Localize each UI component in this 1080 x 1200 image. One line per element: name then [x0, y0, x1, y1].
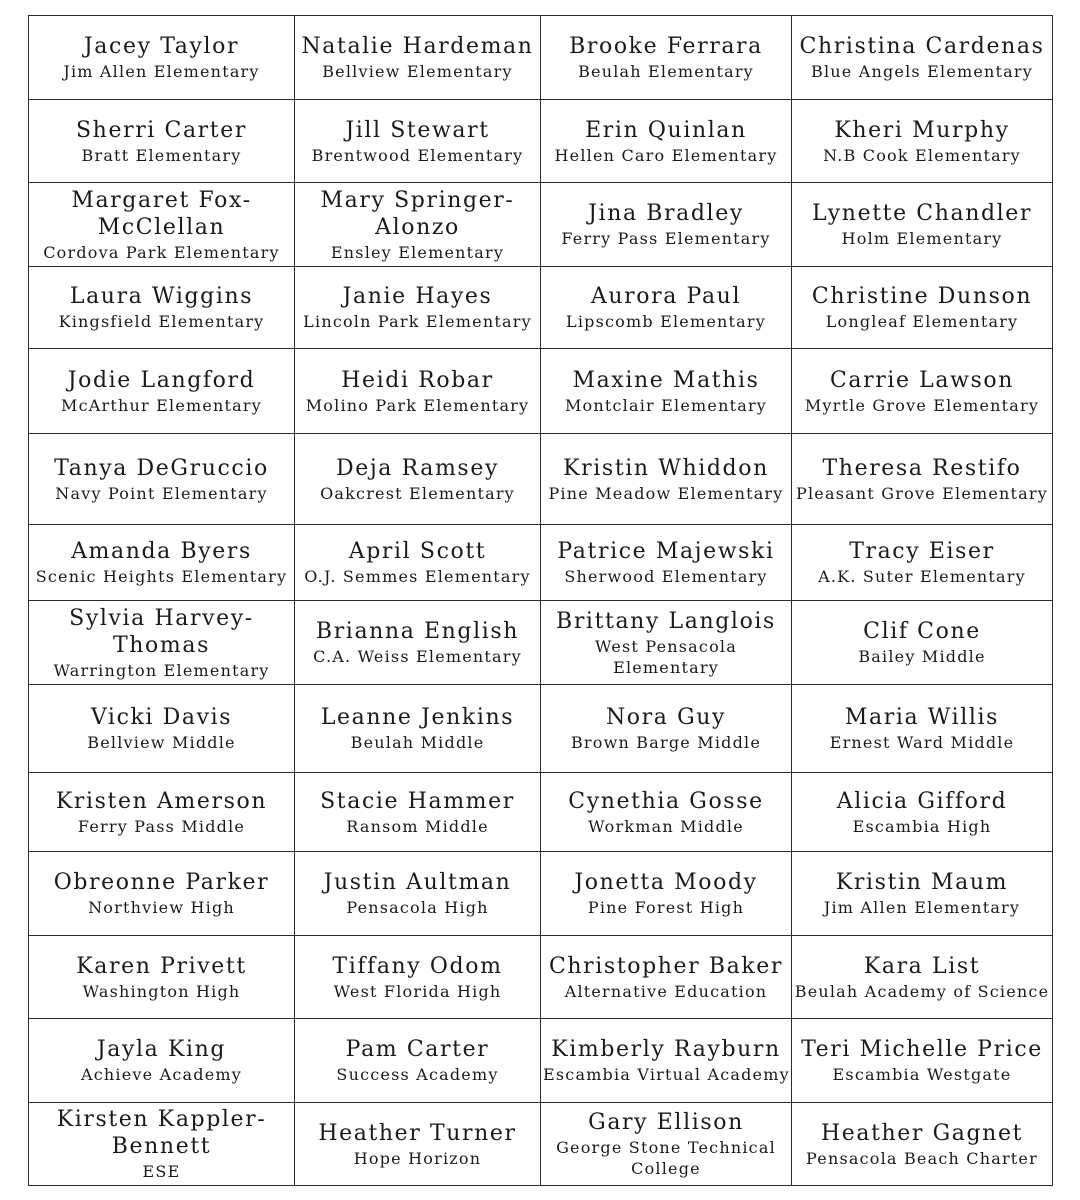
contact-cell	[29, 183, 295, 267]
contact-cell	[541, 852, 792, 936]
school-name: Hellen Caro Elementary	[554, 145, 778, 165]
school-name: Bratt Elementary	[81, 145, 242, 165]
contact-name: Nora Guy	[605, 705, 727, 730]
contact-cell	[29, 16, 295, 100]
school-name: Ferry Pass Middle	[77, 816, 246, 836]
school-name: Success Academy	[336, 1065, 499, 1084]
school-name: Pine Meadow Elementary	[548, 483, 784, 503]
contact-name: Jayla King	[96, 1037, 227, 1062]
contact-name: Christine Dunson	[811, 284, 1033, 309]
contact-cell	[792, 773, 1053, 852]
contact-cell	[295, 852, 541, 936]
school-name: Pensacola High	[346, 898, 489, 917]
contact-cell	[29, 852, 295, 936]
contact-cell	[541, 100, 792, 183]
school-name: N.B Cook Elementary	[823, 145, 1021, 165]
school-name: Hope Horizon	[353, 1148, 482, 1168]
contact-cell	[792, 685, 1053, 773]
contact-name: Clif Cone	[863, 619, 981, 644]
table-row	[29, 601, 1053, 685]
school-name: Molino Park Elementary	[305, 395, 530, 415]
contact-name: Amanda Byers	[71, 539, 252, 564]
contact-name: Mary Springer-Alonzo	[320, 187, 515, 240]
contact-name: Jina Bradley	[588, 201, 744, 226]
contact-name: Obreonne Parker	[53, 870, 270, 895]
school-name: A.K. Suter Elementary	[818, 567, 1026, 586]
contact-name: Stacie Hammer	[320, 788, 515, 814]
school-name: Jim Allen Elementary	[823, 898, 1021, 917]
school-name: Escambia High	[852, 816, 992, 836]
contact-cell	[295, 349, 541, 434]
school-name: Pine Forest High	[587, 898, 745, 917]
contact-cell	[792, 267, 1053, 349]
school-name: Jim Allen Elementary	[63, 62, 260, 81]
contact-cell	[792, 16, 1053, 100]
contact-name: Kirsten Kappler-Bennett	[56, 1107, 267, 1159]
contact-cell	[541, 349, 792, 434]
contact-cell	[29, 1019, 295, 1103]
school-name: Oakcrest Elementary	[320, 483, 515, 503]
school-name: Kingsfield Elementary	[58, 312, 265, 331]
school-name: Pensacola Beach Charter	[806, 1148, 1038, 1168]
school-name: Bellview Middle	[87, 733, 236, 752]
table-row	[29, 183, 1053, 267]
contact-name: Brittany Langlois	[556, 608, 776, 634]
school-name: Bailey Middle	[858, 647, 986, 666]
school-name: McArthur Elementary	[61, 395, 262, 415]
school-name: Sherwood Elementary	[564, 567, 768, 586]
contact-cell	[792, 183, 1053, 267]
contact-name: Teri Michelle Price	[801, 1037, 1043, 1062]
contact-cell	[792, 349, 1053, 434]
school-name: Blue Angels Elementary	[811, 62, 1033, 81]
contact-cell	[295, 601, 541, 685]
contact-name: Brianna English	[315, 619, 520, 644]
contact-cell	[295, 1103, 541, 1186]
contact-name: Aurora Paul	[590, 284, 742, 309]
school-name: West Florida High	[333, 981, 502, 1001]
school-name: Achieve Academy	[81, 1065, 242, 1084]
table-row	[29, 434, 1053, 525]
contact-cell	[295, 267, 541, 349]
contact-name: Gary Ellison	[588, 1110, 744, 1135]
contact-name: Heather Gagnet	[820, 1120, 1024, 1146]
contact-cell	[29, 601, 295, 685]
school-name: Warrington Elementary	[53, 660, 270, 680]
contact-name: Sylvia Harvey-Thomas	[69, 605, 254, 658]
contact-name: Tanya DeGruccio	[54, 455, 269, 481]
contact-name: Kheri Murphy	[834, 117, 1010, 143]
contact-name: Kristen Amerson	[55, 788, 268, 814]
contact-grid	[28, 15, 1053, 1186]
school-name: Navy Point Elementary	[55, 483, 268, 503]
contact-cell	[541, 434, 792, 525]
school-name: West Pensacola Elementary	[595, 636, 737, 677]
contact-name: Vicki Davis	[90, 705, 233, 730]
contact-name: Justin Aultman	[323, 870, 512, 895]
contact-name: Sherri Carter	[76, 117, 247, 143]
school-name: Montclair Elementary	[564, 395, 768, 415]
school-name: Ransom Middle	[346, 816, 489, 836]
school-name: Bellview Elementary	[322, 62, 513, 81]
contact-name: Christina Cardenas	[799, 34, 1045, 59]
contact-name: Kristin Maum	[835, 870, 1009, 895]
contact-cell	[29, 349, 295, 434]
contact-cell	[295, 100, 541, 183]
contact-name: Jill Stewart	[345, 117, 490, 143]
school-name: Cordova Park Elementary	[43, 242, 280, 262]
contact-cell	[541, 525, 792, 601]
table-row	[29, 349, 1053, 434]
contact-name: Theresa Restifo	[822, 455, 1022, 481]
contact-cell	[541, 1103, 792, 1186]
contact-name: Tiffany Odom	[332, 953, 503, 979]
contact-cell	[792, 525, 1053, 601]
school-name: Beulah Elementary	[578, 62, 754, 81]
table-row	[29, 685, 1053, 773]
table-row	[29, 1019, 1053, 1103]
contact-cell	[29, 525, 295, 601]
contact-name: Jacey Taylor	[83, 34, 240, 59]
table-row	[29, 1103, 1053, 1186]
table-row	[29, 16, 1053, 100]
contact-cell	[295, 183, 541, 267]
contact-cell	[29, 434, 295, 525]
school-name: Ensley Elementary	[330, 242, 505, 262]
table-row	[29, 100, 1053, 183]
contact-cell	[29, 267, 295, 349]
contact-cell	[792, 852, 1053, 936]
contact-name: Jonetta Moody	[574, 870, 758, 895]
contact-cell	[792, 936, 1053, 1019]
contact-cell	[295, 434, 541, 525]
contact-name: Janie Hayes	[342, 284, 493, 309]
contact-name: Pam Carter	[345, 1037, 490, 1062]
contact-name: Jodie Langford	[67, 367, 256, 393]
contact-cell	[29, 936, 295, 1019]
school-name: Washington High	[82, 981, 241, 1001]
school-name: Escambia Westgate	[832, 1065, 1012, 1084]
school-name: O.J. Semmes Elementary	[304, 567, 531, 586]
contact-name: Tracy Eiser	[849, 539, 995, 564]
contact-cell	[295, 16, 541, 100]
school-name: Lincoln Park Elementary	[303, 312, 532, 331]
contact-name: Karen Privett	[76, 953, 247, 979]
contact-cell	[295, 773, 541, 852]
contact-cell	[541, 16, 792, 100]
contact-name: Heidi Robar	[341, 367, 494, 393]
contact-cell	[792, 1019, 1053, 1103]
school-name: Escambia Virtual Academy	[543, 1065, 790, 1084]
contact-cell	[541, 183, 792, 267]
contact-name: Laura Wiggins	[69, 284, 254, 309]
contact-cell	[792, 601, 1053, 685]
school-name: ESE	[142, 1162, 181, 1181]
contact-name: Margaret Fox-McClellan	[71, 187, 252, 240]
table-row	[29, 852, 1053, 936]
school-name: Northview High	[88, 898, 235, 917]
table-row	[29, 773, 1053, 852]
contact-name: Maria Willis	[844, 705, 1000, 730]
school-name: Ernest Ward Middle	[829, 733, 1015, 752]
table-row	[29, 936, 1053, 1019]
school-name: Brentwood Elementary	[311, 145, 524, 165]
school-name: Myrtle Grove Elementary	[804, 395, 1040, 415]
school-name: C.A. Weiss Elementary	[313, 647, 522, 666]
school-name: Alternative Education	[564, 981, 768, 1001]
table-row	[29, 525, 1053, 601]
contact-cell	[541, 267, 792, 349]
contact-name: Heather Turner	[318, 1120, 517, 1146]
school-name: Scenic Heights Elementary	[35, 567, 288, 586]
contact-name: Christopher Baker	[548, 953, 784, 979]
contact-name: Patrice Majewski	[557, 539, 775, 564]
contact-name: April Scott	[348, 539, 487, 564]
school-name: Longleaf Elementary	[825, 312, 1019, 331]
contact-name: Lynette Chandler	[811, 201, 1033, 226]
contact-name: Carrie Lawson	[829, 367, 1015, 393]
contact-cell	[541, 936, 792, 1019]
contact-cell	[295, 1019, 541, 1103]
contact-cell	[792, 100, 1053, 183]
contact-cell	[792, 434, 1053, 525]
contact-cell	[295, 685, 541, 773]
contact-cell	[541, 601, 792, 685]
school-name: Pleasant Grove Elementary	[796, 483, 1048, 503]
school-name: Holm Elementary	[841, 229, 1003, 248]
school-name: Workman Middle	[588, 816, 744, 836]
contact-name: Maxine Mathis	[572, 367, 760, 393]
contact-name: Cynethia Gosse	[568, 788, 764, 814]
school-name: Beulah Middle	[350, 733, 485, 752]
contact-name: Alicia Gifford	[836, 788, 1008, 814]
contact-cell	[541, 773, 792, 852]
contact-cell	[29, 1103, 295, 1186]
contact-cell	[295, 525, 541, 601]
table-row	[29, 267, 1053, 349]
school-name: Brown Barge Middle	[570, 733, 762, 752]
school-name: George Stone Technical College	[556, 1138, 776, 1178]
contact-cell	[29, 773, 295, 852]
contact-name: Natalie Hardeman	[301, 34, 534, 59]
contact-name: Erin Quinlan	[585, 117, 747, 143]
school-name: Lipscomb Elementary	[566, 312, 766, 331]
school-name: Beulah Academy of Science	[794, 981, 1050, 1001]
contact-name: Deja Ramsey	[336, 455, 499, 481]
contact-name: Kristin Whiddon	[563, 455, 769, 481]
contact-cell	[541, 1019, 792, 1103]
contact-cell	[792, 1103, 1053, 1186]
contact-cell	[29, 100, 295, 183]
contact-name: Kimberly Rayburn	[551, 1037, 781, 1062]
contact-name: Leanne Jenkins	[320, 705, 515, 730]
contact-name: Kara List	[863, 953, 981, 979]
contact-cell	[541, 685, 792, 773]
contact-cell	[295, 936, 541, 1019]
contact-cell	[29, 685, 295, 773]
contact-name: Brooke Ferrara	[569, 34, 763, 59]
contact-grid-body	[29, 16, 1053, 1186]
school-name: Ferry Pass Elementary	[561, 229, 771, 248]
